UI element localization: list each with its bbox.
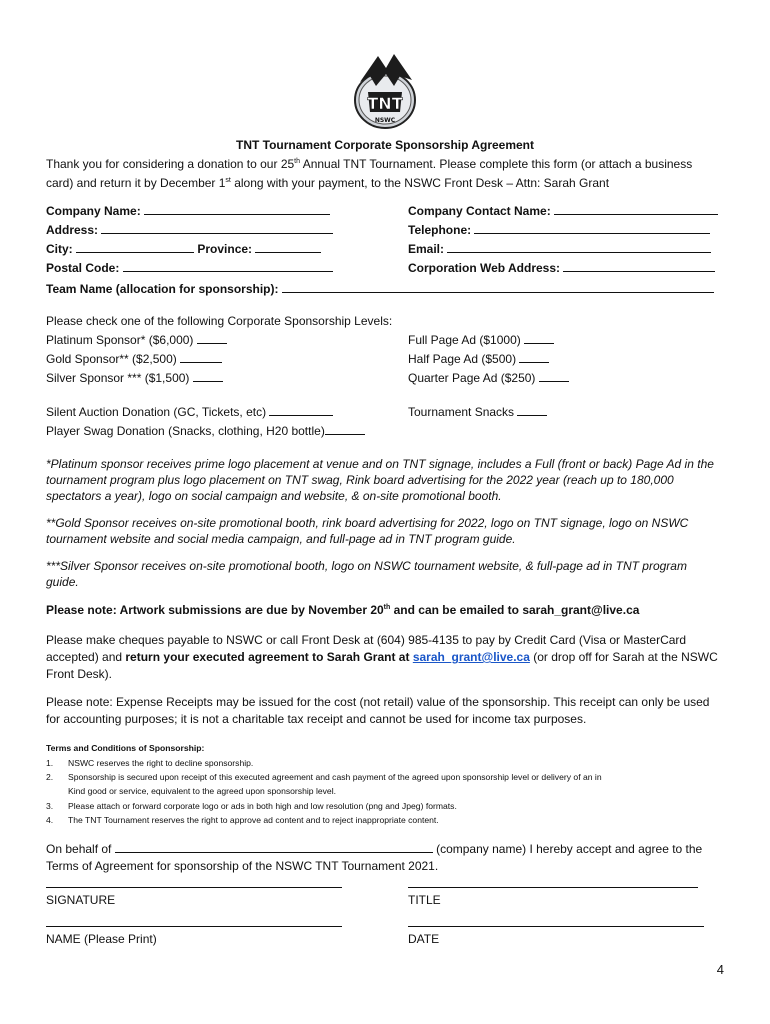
email-link[interactable]: sarah_grant@live.ca <box>412 650 530 664</box>
levels-heading: Please check one of the following Corporate Sponsorship Levels: <box>46 314 393 328</box>
web-address-field[interactable]: Corporation Web Address: <box>408 259 715 278</box>
half-page-ad-option[interactable]: Half Page Ad ($500) <box>408 350 549 369</box>
cheques-line-3: Front Desk). <box>46 667 113 681</box>
gold-note-line-2: tournament website and social media campaign, and full-page ad in TNT program guide. <box>46 532 516 546</box>
page-number: 4 <box>716 962 724 977</box>
gold-note-line-1: **Gold Sponsor receives on-site promotional booth, rink board advertising for 2022, logo on TNT signage, logo on NSWC <box>46 516 689 530</box>
page-title: TNT Tournament Corporate Sponsorship Agreement <box>235 138 535 152</box>
player-swag-option[interactable]: Player Swag Donation (Snacks, clothing, H20 bottle) <box>46 422 365 441</box>
tournament-snacks-option[interactable]: Tournament Snacks <box>408 403 547 422</box>
title-label: TITLE <box>408 893 441 907</box>
receipts-line-1: Please note: Expense Receipts may be issued for the cost (not retail) value of the sponsorship. This receipt can only be used <box>46 695 710 709</box>
postal-code-field[interactable]: Postal Code: <box>46 259 333 278</box>
silver-note-line-2: guide. <box>46 575 79 589</box>
artwork-note: Please note: Artwork submissions are due by November 20th and can be emailed to sarah_grant@live.ca <box>46 603 640 617</box>
address-field[interactable]: Address: <box>46 221 333 240</box>
signature-label: SIGNATURE <box>46 893 116 907</box>
terms-item-2-continued: Kind good or service, equivalent to the agreed upon sponsorship level. <box>68 786 337 796</box>
full-page-ad-option[interactable]: Full Page Ad ($1000) <box>408 331 554 350</box>
email-field[interactable]: Email: <box>408 240 711 259</box>
platinum-option[interactable]: Platinum Sponsor* ($6,000) <box>46 331 227 350</box>
svg-text:TNT: TNT <box>367 94 403 113</box>
date-label: DATE <box>408 932 440 946</box>
silent-auction-option[interactable]: Silent Auction Donation (GC, Tickets, etc) <box>46 403 333 422</box>
gold-option[interactable]: Gold Sponsor** ($2,500) <box>46 350 222 369</box>
signature-line[interactable] <box>46 887 342 888</box>
city-province-field[interactable]: City: Province: <box>46 240 321 259</box>
intro-line-1: Thank you for considering a donation to our 25th Annual TNT Tournament. Please complete this form (or attach a business <box>46 157 693 171</box>
cheques-line-1: Please make cheques payable to NSWC or call Front Desk at (604) 985-4135 to pay by Credit Card (Visa or MasterCard <box>46 633 687 647</box>
intro-line-2: card) and return it by December 1st along with your payment, to the NSWC Front Desk – Attn: Sarah Grant <box>46 176 610 190</box>
terms-item-3: 3. Please attach or forward corporate logo or ads in both high and low resolution (png and Jpeg) formats. <box>46 801 457 811</box>
svg-text:NSWC: NSWC <box>374 117 396 124</box>
cheques-line-2: accepted) and return your executed agreement to Sarah Grant at sarah_grant@live.ca (or drop off for Sarah at the NSWC <box>46 650 718 664</box>
title-line[interactable] <box>408 887 698 888</box>
silver-note-line-1: ***Silver Sponsor receives on-site promotional booth, logo on NSWC tournament website, & full-page ad in TNT program <box>46 559 687 573</box>
tnt-logo <box>346 52 424 132</box>
name-label: NAME (Please Print) <box>46 932 157 946</box>
quarter-page-ad-option[interactable]: Quarter Page Ad ($250) <box>408 369 569 388</box>
acceptance-line-2: Terms of Agreement for sponsorship of the NSWC TNT Tournament 2021. <box>46 859 439 873</box>
acceptance-line-1[interactable]: On behalf of (company name) I hereby accept and agree to the <box>46 842 703 856</box>
telephone-field[interactable]: Telephone: <box>408 221 710 240</box>
terms-heading: Terms and Conditions of Sponsorship: <box>46 743 205 753</box>
team-name-field[interactable]: Team Name (allocation for sponsorship): <box>46 280 714 299</box>
terms-item-2: 2. Sponsorship is secured upon receipt of this executed agreement and cash payment of the agreed upon sponsorship level or delivery of an in <box>46 772 602 782</box>
name-line[interactable] <box>46 926 342 927</box>
platinum-note-line-1: *Platinum sponsor receives prime logo placement at venue and on TNT signage, includes a Full (front or back) Page Ad in the <box>46 457 714 471</box>
date-line[interactable] <box>408 926 704 927</box>
receipts-line-2: for accounting purposes; it is not a charitable tax receipt and cannot be used for income tax purposes. <box>46 712 587 726</box>
company-name-field[interactable]: Company Name: <box>46 202 330 221</box>
terms-item-4: 4. The TNT Tournament reserves the right to approve ad content and to reject inappropriate content. <box>46 815 439 825</box>
company-contact-field[interactable]: Company Contact Name: <box>408 202 718 221</box>
platinum-note-line-2: tournament program plus logo placement on TNT swag, Rink board advertising for the 2022 year (reach up to 180,000 <box>46 473 674 487</box>
platinum-note-line-3: spectators a year), logo on social campaign and website, & on-site promotional booth. <box>46 489 502 503</box>
silver-option[interactable]: Silver Sponsor *** ($1,500) <box>46 369 223 388</box>
terms-item-1: 1. NSWC reserves the right to decline sponsorship. <box>46 758 254 768</box>
